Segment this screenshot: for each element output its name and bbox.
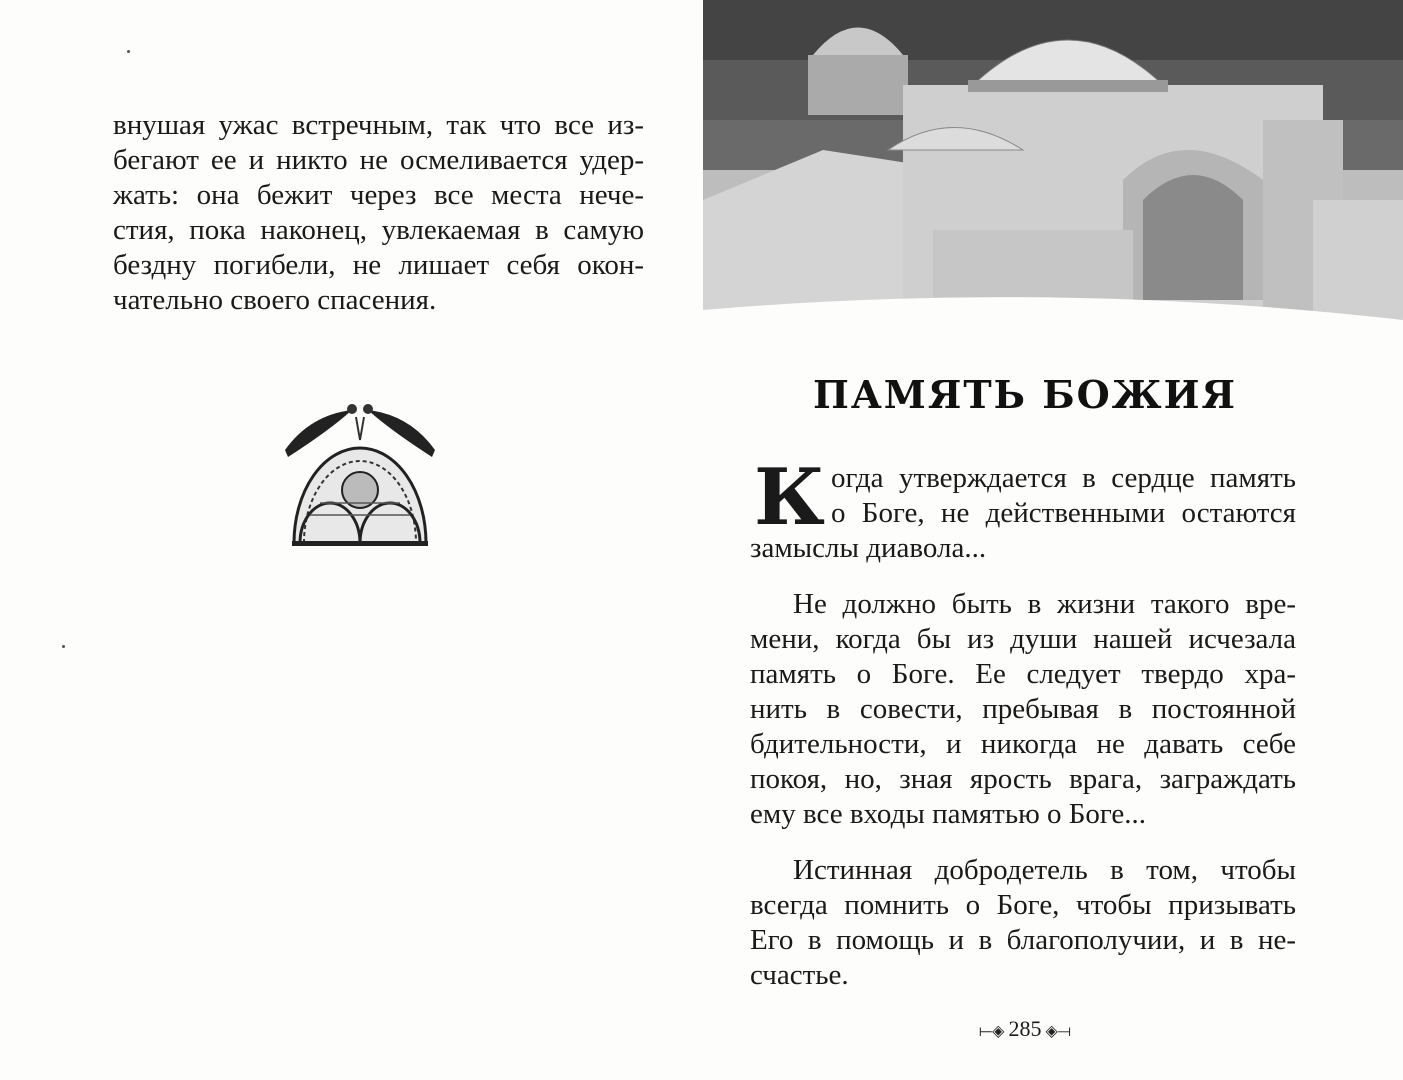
ornament-left-icon: ⟝◈ [978,1023,1009,1040]
chapter-heading: ПАМЯТЬ БОЖИЯ [812,372,1238,417]
text-line: замыслы диавола... [750,532,987,564]
paragraph [750,853,1296,993]
page-number-footer [950,1016,1100,1042]
text-line: чательно своего спасения. [113,284,437,316]
page-number: 285 [1008,1016,1042,1041]
text-line: память о Боге. Ее следует твердо хра- [750,658,1296,690]
text-line: Не должно быть в жизни такого вре- [793,588,1296,620]
scan-speck [127,50,130,53]
text-line: внушая ужас встречным, так что все из- [113,109,644,141]
left-page-text [113,108,644,318]
text-line: жать: она бежит через все места нече- [113,179,644,211]
text-line: бегают ее и никто не осмеливается удер- [113,144,644,176]
ornament-right-icon: ◈⟞ [1041,1023,1072,1040]
drop-cap: К [754,452,825,543]
cathedral-photo [703,0,1403,335]
text-line: стия, пока наконец, увлекаемая в самую [113,214,644,246]
paragraph [750,587,1296,832]
text-line: мени, когда бы из души нашей исчезала [750,623,1296,655]
text-line: бездну погибели, не лишает себя окон- [113,249,644,281]
text-line: о Боге, не действенными остаются [830,497,1296,529]
text-line: ему все входы памятью о Боге... [750,798,1147,830]
text-line: счастье. [750,959,849,991]
right-page-text [750,452,1296,1014]
paragraph [750,452,1296,566]
text-line: нить в совести, пребывая в постоянной [750,693,1296,725]
scan-speck [62,645,65,648]
text-line: огда утверждается в сердце память [830,462,1296,494]
text-line: бдительности, и никогда не давать себе [750,728,1296,760]
text-line: покоя, но, зная ярость врага, заграждать [750,763,1296,795]
text-line: Истинная добродетель в том, чтобы [793,854,1296,886]
text-line: Его в помощь и в благополучии, и в не- [750,924,1296,956]
text-line: всегда помнить о Боге, чтобы призывать [750,889,1296,921]
decorative-vignette [280,395,440,550]
